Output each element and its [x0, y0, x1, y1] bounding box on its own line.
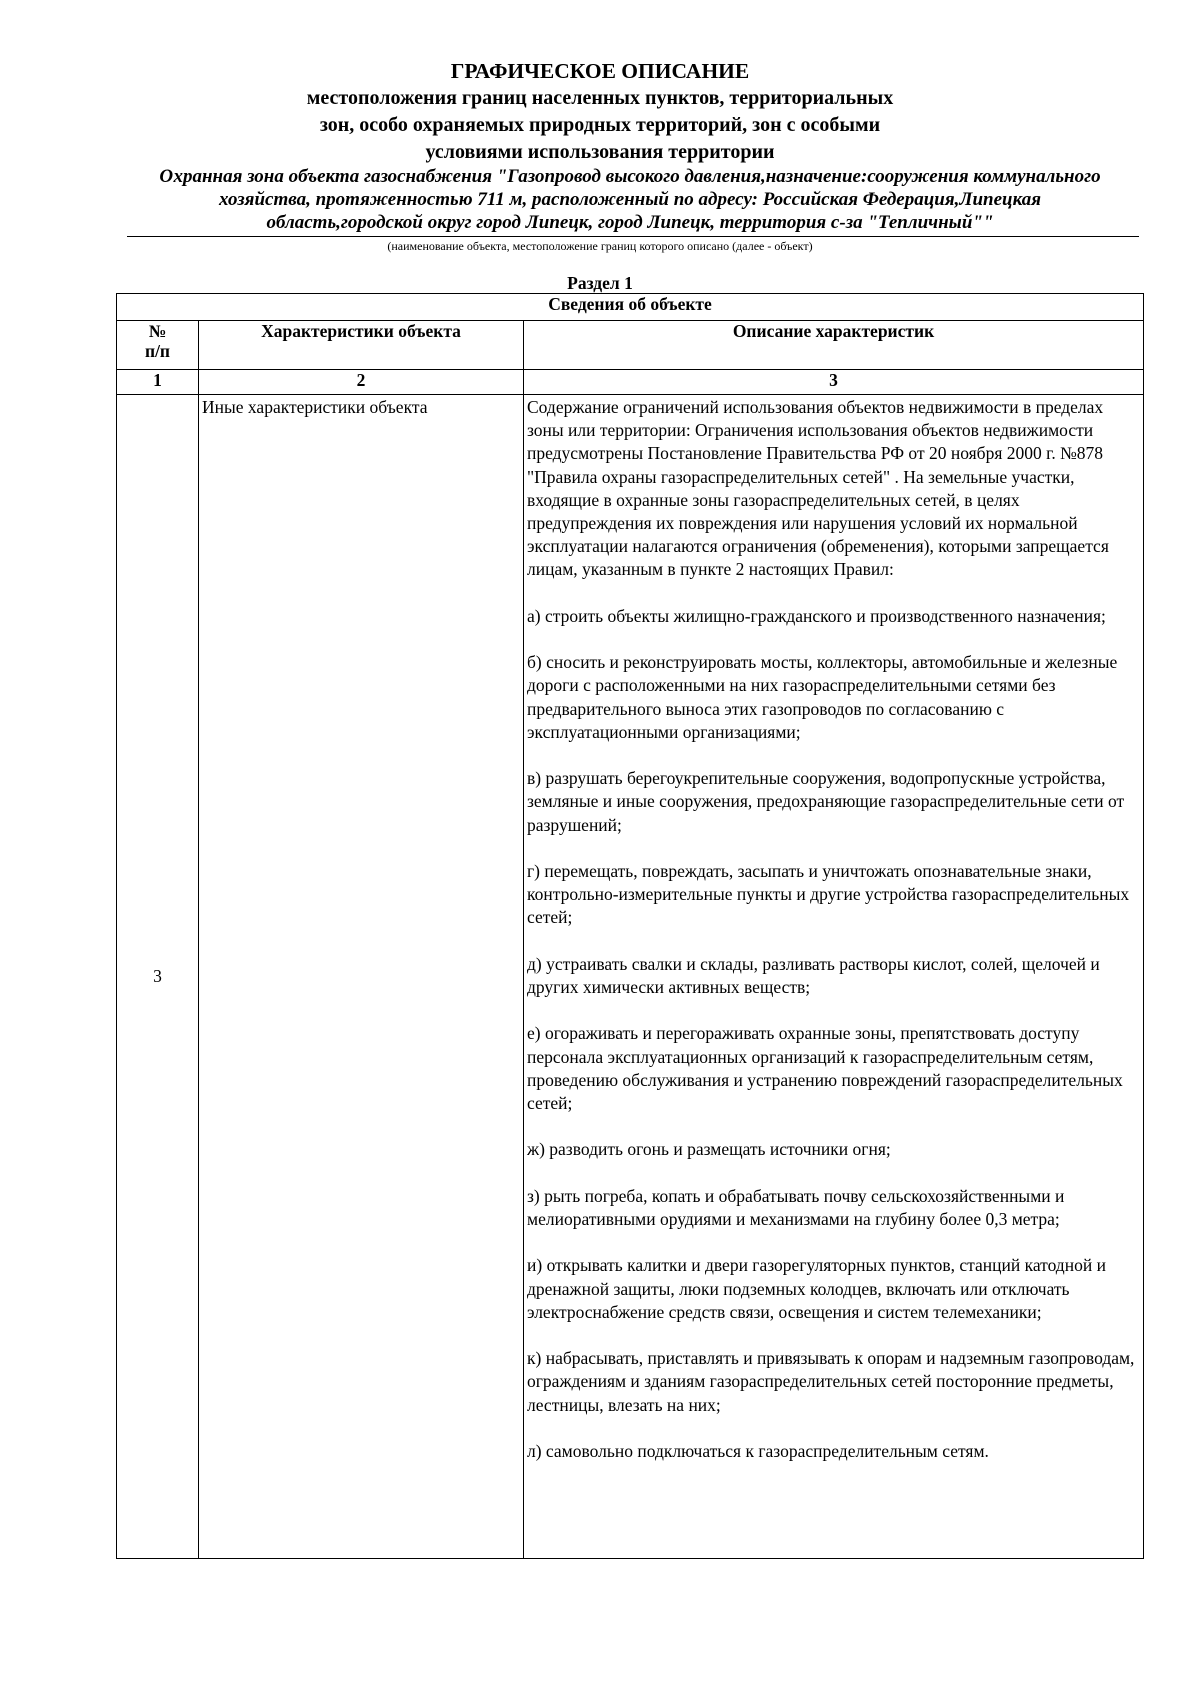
table-caption: Сведения об объекте: [117, 294, 1144, 321]
object-info-table: [116, 293, 1144, 1559]
column-header-description: Описание характеристик: [524, 321, 1144, 370]
document-title: ГРАФИЧЕСКОЕ ОПИСАНИЕ: [450, 59, 750, 83]
table-header-row: [117, 321, 1144, 370]
column-number: 1: [117, 370, 199, 395]
object-name-line: хозяйства, протяженностью 711 м, расположенный по адресу: Российская Федерация,Липецкая: [218, 189, 1042, 210]
description-paragraph: л) самовольно подключаться к газораспределительным сетям.: [527, 1440, 989, 1461]
object-name-line: область,городской округ город Липецк, город Липецк, территория с-за "Тепличный"": [266, 212, 994, 233]
section-title: Раздел 1: [567, 273, 633, 293]
object-name-underline: [127, 236, 1139, 237]
column-header-number: № п/п: [117, 321, 199, 370]
description-paragraph: д) устраивать свалки и склады, разливать растворы кислот, солей, щелочей и других химически активных веществ;: [527, 953, 1100, 997]
description-paragraph: з) рыть погреба, копать и обрабатывать почву сельскохозяйственными и мелиоративными орудиями и механизмами на глубину более 0,3 метра;: [527, 1185, 1065, 1229]
description-paragraph: е) огораживать и перегораживать охранные зоны, препятствовать доступу персонала эксплуатационных организаций к газораспределительным сетям, проведению обслуживания и устранению повреждений газораспределительных сетей;: [527, 1023, 1123, 1113]
column-number-row: [117, 370, 1144, 395]
description-paragraph: ж) разводить огонь и размещать источники огня;: [527, 1139, 891, 1160]
description-paragraph: в) разрушать берегоукрепительные сооружения, водопропускные устройства, земляные и иные сооружения, предохраняющие газораспределительные сети от разрушений;: [527, 768, 1125, 835]
table-row: [117, 395, 1144, 1559]
column-number: 3: [524, 370, 1144, 395]
description-paragraph: а) строить объекты жилищно-гражданского и производственного назначения;: [527, 605, 1106, 626]
table-caption-row: [117, 294, 1144, 321]
column-header-characteristic: Характеристики объекта: [199, 321, 524, 370]
row-characteristic: Иные характеристики объекта: [199, 395, 524, 1559]
subtitle-line: условиями использования территории: [425, 141, 775, 163]
object-name: [120, 165, 1140, 234]
description-paragraph: г) перемещать, повреждать, засыпать и уничтожать опознавательные знаки, контрольно-измерительные пункты и другие устройства газораспределительных сетей;: [527, 861, 1130, 928]
description-paragraph: Содержание ограничений использования объектов недвижимости в пределах зоны или территории: Ограничения использования объектов недвижимости предусмотрены Постановление Правительства РФ от 20 ноября 2000 г. №878 "Правила охраны газораспределительных сетей" . На земельные участки, входящие в охранные зоны газораспределительных сетей, в целях предупреждения их повреждения или нарушения условий их нормальной эксплуатации налагаются ограничения (обременения), которыми запрещается лицам, указанным в пункте 2 настоящих Правил:: [527, 397, 1109, 580]
row-number: 3: [117, 395, 199, 1559]
description-paragraph: и) открывать калитки и двери газорегуляторных пунктов, станций катодной и дренажной защиты, люки подземных колодцев, включать или отключать электроснабжение средств связи, освещения и систем телемеханики;: [527, 1255, 1106, 1322]
column-number: 2: [199, 370, 524, 395]
subtitle-line: местоположения границ населенных пунктов, территориальных: [306, 87, 894, 109]
document-subtitle: [0, 85, 1200, 166]
row-description: [524, 395, 1144, 1559]
description-paragraph: б) сносить и реконструировать мосты, коллекторы, автомобильные и железные дороги с расположенными на них газораспределительными сетями без предварительного выноса этих газопроводов по согласованию с эксплуатационными организациями;: [527, 652, 1118, 742]
subtitle-line: зон, особо охраняемых природных территорий, зон с особыми: [319, 114, 881, 136]
object-caption: (наименование объекта, местоположение границ которого описано (далее - объект): [387, 239, 813, 253]
object-name-line: Охранная зона объекта газоснабжения "Газопровод высокого давления,назначение:сооружения коммунального: [159, 166, 1101, 187]
description-paragraph: к) набрасывать, приставлять и привязывать к опорам и надземным газопроводам, ограждениям и зданиям газораспределительных сетей посторонние предметы, лестницы, влезать на них;: [527, 1348, 1135, 1415]
